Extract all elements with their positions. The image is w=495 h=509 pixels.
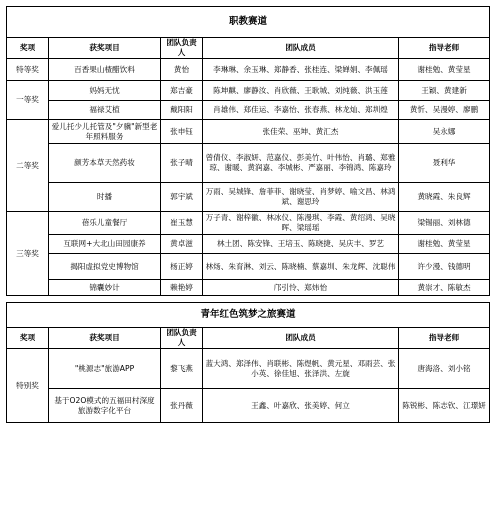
header-project: 获奖项目 [49, 38, 161, 59]
project-cell: 互联网+大北山田园康养 [49, 235, 161, 254]
members-cell: 林土团、陈安锋、王培玉、陈晓捷、吴庆丰、罗艺 [203, 235, 399, 254]
section1-header-row [7, 38, 490, 59]
table-row [7, 59, 490, 81]
project-cell: 基于O2O模式的五福田村深度旅游数字化平台 [49, 389, 161, 423]
table-row [7, 212, 490, 235]
table-row [7, 183, 490, 212]
members-cell: 肖雄伟、郑佳运、李嘉怡、张春燕、林龙灿、郑圳煌 [203, 101, 399, 120]
leader-cell: 杨正婷 [161, 254, 203, 280]
project-cell: 爱儿托少儿托管及"夕骥"新型老年照料服务 [49, 120, 161, 144]
leader-cell: 郭宇斌 [161, 183, 203, 212]
mentors-cell: 聂利华 [399, 144, 490, 183]
section-gap [7, 296, 490, 303]
leader-cell: 郑吉豪 [161, 81, 203, 101]
mentors-cell: 王颖、黄建新 [399, 81, 490, 101]
prize-cell: 特别奖 [7, 349, 49, 423]
prize-cell: 特等奖 [7, 59, 49, 81]
members-cell: 张佳荣、巫坤、黄汇杰 [203, 120, 399, 144]
members-cell: 王鑫、叶嘉欣、张美婷、何立 [203, 389, 399, 423]
mentors-cell: 梁锡丽、刘林德 [399, 212, 490, 235]
project-cell: 妈妈无忧 [49, 81, 161, 101]
section2-title-row [7, 303, 490, 328]
leader-cell: 张丹薇 [161, 389, 203, 423]
leader-cell: 崔玉慧 [161, 212, 203, 235]
header-mentors: 指导老师 [399, 328, 490, 349]
leader-cell: 黄怡 [161, 59, 203, 81]
table-row [7, 235, 490, 254]
prize-cell: 二等奖 [7, 120, 49, 212]
mentors-cell: 陈锐彬、陈志钦、江璟妍 [399, 389, 490, 423]
section-title: 职教赛道 [7, 7, 490, 38]
members-cell: 陈坤麒、廖静汝、肖欣薇、王耿城、刘纯薇、洪玉莲 [203, 81, 399, 101]
leader-cell: 戴阳阳 [161, 101, 203, 120]
members-cell: 邝引怜、郑炜怡 [203, 280, 399, 296]
members-cell: 李琳琳、余玉琳、郑静香、张桂连、梁婵娟、李佩瑶 [203, 59, 399, 81]
mentors-cell: 谢桂勉、黄莹星 [399, 235, 490, 254]
table-row [7, 389, 490, 423]
project-cell: 揭阳虚拟党史博物馆 [49, 254, 161, 280]
gap-cell [7, 296, 490, 303]
members-cell: 万子青、谢梓徽、林冰仪、陈漫琪、李霞、黄绍鸿、吴晓晖、梁瑶瑶 [203, 212, 399, 235]
mentors-cell: 吴永娜 [399, 120, 490, 144]
project-cell: 百香果山楂醋饮料 [49, 59, 161, 81]
table-row [7, 120, 490, 144]
mentors-cell: 谢桂勉、黄莹星 [399, 59, 490, 81]
members-cell: 万雨、吴城锋、詹菲菲、谢晓莹、肖梦婷、喻文昌、林鸿斌、谢思玲 [203, 183, 399, 212]
header-members: 团队成员 [203, 328, 399, 349]
leader-cell: 黎飞燕 [161, 349, 203, 389]
leader-cell: 赖艳婷 [161, 280, 203, 296]
header-members: 团队成员 [203, 38, 399, 59]
mentors-cell: 许少漫、钱德明 [399, 254, 490, 280]
mentors-cell: 黄晓霞、朱良辉 [399, 183, 490, 212]
members-cell: 蓝大鸿、郑泽伟、肖联彬、陈煜帆、黄元星、邓雨芸、张小英、徐佳旭、张泽洪、左旋 [203, 349, 399, 389]
section1-title-row [7, 7, 490, 38]
header-leader: 团队负责人 [161, 38, 203, 59]
header-project: 获奖项目 [49, 328, 161, 349]
table-row [7, 349, 490, 389]
section-title: 青年红色筑梦之旅赛道 [7, 303, 490, 328]
header-mentors: 指导老师 [399, 38, 490, 59]
table-row [7, 144, 490, 183]
leader-cell: 黄卓滋 [161, 235, 203, 254]
project-cell: 福禄艾植 [49, 101, 161, 120]
members-cell: 林炀、朱育淋、刘云、陈晓楠、蔡嘉圳、朱龙辉、沈聪伟 [203, 254, 399, 280]
table-row [7, 81, 490, 101]
members-cell: 曾倩仪、李淑妍、范嘉仪、彭美竹、叶伟怡、肖璐、郑雅琼、谢暖、黄润嘉、李城彬、严嘉丽、李锦鸿、陈嘉玲 [203, 144, 399, 183]
table-row [7, 254, 490, 280]
prize-cell: 一等奖 [7, 81, 49, 120]
mentors-cell: 唐海洛、刘小铭 [399, 349, 490, 389]
mentors-cell: 黄崇才、陈敏杰 [399, 280, 490, 296]
project-cell: 颜芳本草天然药妆 [49, 144, 161, 183]
prize-cell: 三等奖 [7, 212, 49, 296]
header-leader: 团队负责人 [161, 328, 203, 349]
project-cell: "桃源志"旅游APP [49, 349, 161, 389]
project-cell: 蓓乐儿童餐厅 [49, 212, 161, 235]
section2-header-row [7, 328, 490, 349]
header-prize: 奖项 [7, 328, 49, 349]
project-cell: 时播 [49, 183, 161, 212]
leader-cell: 张子晴 [161, 144, 203, 183]
table-row [7, 101, 490, 120]
project-cell: 锦囊妙计 [49, 280, 161, 296]
award-table [6, 6, 490, 423]
mentors-cell: 黄忻、吴漫婷、廖鹏 [399, 101, 490, 120]
leader-cell: 张申钰 [161, 120, 203, 144]
header-prize: 奖项 [7, 38, 49, 59]
table-row [7, 280, 490, 296]
